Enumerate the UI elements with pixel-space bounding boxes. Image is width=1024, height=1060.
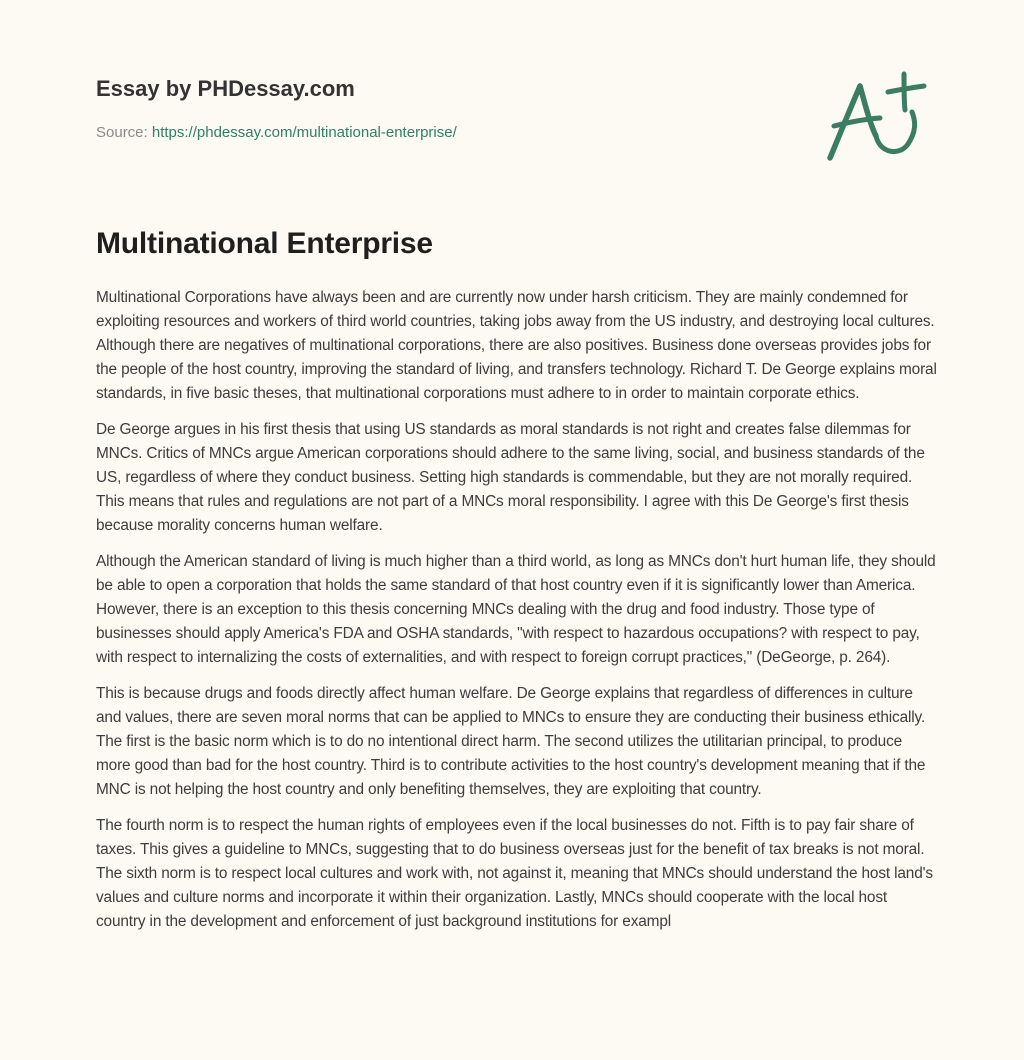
essay-paragraph-5: The fourth norm is to respect the human rights of employees even if the local businesses do not. Fifth is to pay fair share of taxes. This gives a guideline to MNCs, suggesting that to do business overseas just for the benefit of tax breaks is not moral. The sixth norm is to respect local cultures and work with, not against it, meaning that MNCs should understand the host land's values and culture norms and incorporate it within their organization. Lastly, MNCs should cooperate with the local host country in the development and enforcement of just background institutions for exampl [96,817,933,930]
site-title: Essay by PHDessay.com [96,76,355,101]
source-label: Source: [96,124,152,141]
essay-paragraph-3: Although the American standard of living is much higher than a third world, as long as MNCs don't hurt human life, they should be able to open a corporation that holds the same standard of that host country even if it is significantly lower than America. However, there is an exception to this thesis concerning MNCs dealing with the drug and food industry. Those type of businesses should apply America's FDA and OSHA standards, "with respect to hazardous occupations? with respect to pay, with respect to internalizing the costs of externalities, and with respect to foreign corrupt practices," (DeGeorge, p. 264). [96,553,936,666]
source-line [96,123,936,143]
a-plus-grade-icon [820,64,930,164]
source-link[interactable]: https://phdessay.com/multinational-enterprise/ [151,124,457,141]
site-header [96,74,936,143]
essay-article [96,224,938,946]
essay-paragraph-2: De George argues in his first thesis that using US standards as moral standards is not right and creates false dilemmas for MNCs. Critics of MNCs argue American corporations should adhere to the same living, social, and business standards of the US, regardless of where they conduct business. Setting high standards is commendable, but they are not morally required. This means that rules and regulations are not part of a MNCs moral responsibility. I agree with this De George's first thesis because morality concerns human welfare. [96,421,925,534]
essay-paragraph-1: Multinational Corporations have always been and are currently now under harsh criticism. They are mainly condemned for exploiting resources and workers of third world countries, taking jobs away from the US industry, and destroying local cultures. Although there are negatives of multinational corporations, there are also positives. Business done overseas provides jobs for the people of the host country, improving the standard of living, and transfers technology. Richard T. De George explains moral standards, in five basic theses, that multinational corporations must adhere to in order to maintain corporate ethics. [96,289,937,402]
essay-paragraph-4: This is because drugs and foods directly affect human welfare. De George explains that regardless of differences in culture and values, there are seven moral norms that can be applied to MNCs to ensure they are conducting their business ethically. The first is the basic norm which is to do no intentional direct harm. The second utilizes the utilitarian principal, to produce more good than bad for the host country. Third is to contribute activities to the host country's development meaning that if the MNC is not helping the host country and only benefiting themselves, they are exploiting that country. [96,685,926,798]
essay-title: Multinational Enterprise [96,227,433,260]
